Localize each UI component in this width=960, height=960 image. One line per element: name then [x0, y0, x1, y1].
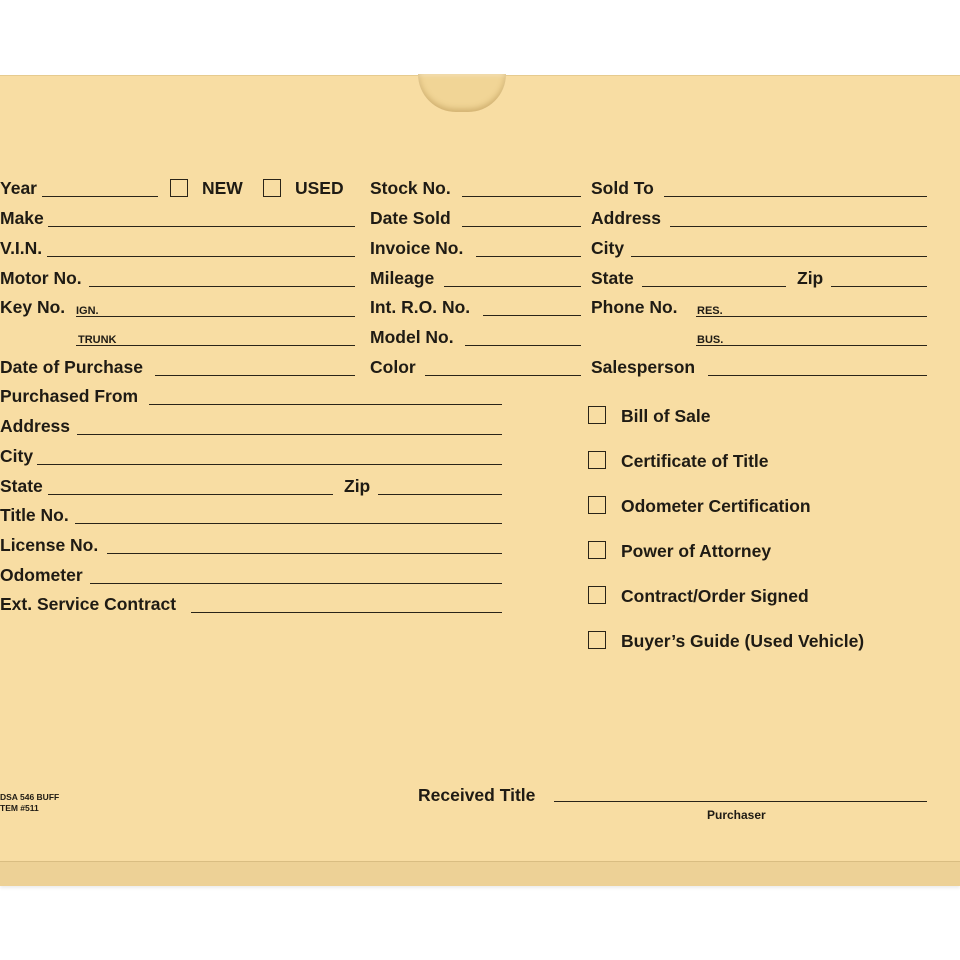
motor-no-label: Motor No. [0, 268, 82, 288]
ext-service-contract-label: Ext. Service Contract [0, 594, 177, 614]
purchaser-label: Purchaser [707, 808, 766, 822]
odometer-certification-checkbox[interactable] [588, 496, 606, 514]
model-no-label: Model No. [370, 327, 454, 347]
odometer-label: Odometer [0, 565, 83, 585]
key-trunk-label: TRUNK [78, 334, 117, 346]
bill-of-sale-label: Bill of Sale [621, 406, 711, 426]
model-no-field[interactable] [465, 345, 581, 346]
key-trunk-field[interactable] [76, 345, 355, 346]
license-no-field[interactable] [107, 553, 502, 554]
seller-city-field[interactable] [37, 464, 502, 465]
buyers-guide-checkbox[interactable] [588, 631, 606, 649]
key-no-label: Key No. [0, 297, 66, 317]
seller-zip-label: Zip [344, 476, 371, 496]
title-no-field[interactable] [75, 523, 502, 524]
mileage-field[interactable] [444, 286, 581, 287]
make-field[interactable] [48, 226, 355, 227]
buyer-address-label: Address [591, 208, 662, 228]
invoice-no-field[interactable] [476, 256, 581, 257]
buyer-address-field[interactable] [670, 226, 927, 227]
purchased-from-field[interactable] [149, 404, 502, 405]
year-field[interactable] [42, 196, 158, 197]
title-no-label: Title No. [0, 505, 69, 525]
new-checkbox[interactable] [170, 179, 188, 197]
odometer-certification-label: Odometer Certification [621, 496, 811, 516]
buyer-zip-label: Zip [797, 268, 824, 288]
mileage-label: Mileage [370, 268, 435, 288]
year-label: Year [0, 178, 37, 198]
new-label: NEW [202, 178, 243, 198]
seller-state-field[interactable] [48, 494, 333, 495]
buyers-guide-label: Buyer’s Guide (Used Vehicle) [621, 631, 865, 651]
stock-no-field[interactable] [462, 196, 581, 197]
vin-field[interactable] [47, 256, 355, 257]
date-sold-field[interactable] [462, 226, 581, 227]
seller-address-label: Address [0, 416, 71, 436]
date-sold-label: Date Sold [370, 208, 451, 228]
license-no-label: License No. [0, 535, 99, 555]
buyer-city-label: City [591, 238, 625, 258]
certificate-of-title-label: Certificate of Title [621, 451, 769, 471]
make-label: Make [0, 208, 44, 228]
seller-city-label: City [0, 446, 34, 466]
phone-res-label: RES. [697, 305, 723, 317]
buyer-city-field[interactable] [631, 256, 927, 257]
phone-bus-field[interactable] [696, 345, 927, 346]
seller-zip-field[interactable] [378, 494, 502, 495]
sold-to-label: Sold To [591, 178, 654, 198]
stock-no-label: Stock No. [370, 178, 451, 198]
contract-order-signed-checkbox[interactable] [588, 586, 606, 604]
contract-order-signed-label: Contract/Order Signed [621, 586, 809, 606]
salesperson-label: Salesperson [591, 357, 696, 377]
sold-to-field[interactable] [664, 196, 927, 197]
buyer-state-field[interactable] [642, 286, 786, 287]
key-ign-field[interactable] [76, 316, 355, 317]
buyer-state-label: State [591, 268, 634, 288]
phone-no-label: Phone No. [591, 297, 678, 317]
key-ign-label: IGN. [76, 305, 99, 317]
used-label: USED [295, 178, 344, 198]
odometer-field[interactable] [90, 583, 502, 584]
phone-bus-label: BUS. [697, 334, 724, 346]
color-field[interactable] [425, 375, 581, 376]
form-code-line-2: TEM #511 [0, 803, 39, 813]
form-code-line-1: DSA 546 BUFF [0, 792, 60, 802]
date-of-purchase-field[interactable] [155, 375, 355, 376]
used-checkbox[interactable] [263, 179, 281, 197]
int-ro-no-field[interactable] [483, 315, 581, 316]
date-of-purchase-label: Date of Purchase [0, 357, 143, 377]
certificate-of-title-checkbox[interactable] [588, 451, 606, 469]
phone-res-field[interactable] [696, 316, 927, 317]
seller-address-field[interactable] [77, 434, 502, 435]
invoice-no-label: Invoice No. [370, 238, 464, 258]
received-title-label: Received Title [418, 785, 536, 805]
purchased-from-label: Purchased From [0, 386, 139, 406]
deal-envelope [0, 75, 960, 862]
power-of-attorney-label: Power of Attorney [621, 541, 772, 561]
power-of-attorney-checkbox[interactable] [588, 541, 606, 559]
ext-service-contract-field[interactable] [191, 612, 502, 613]
seller-state-label: State [0, 476, 43, 496]
salesperson-field[interactable] [708, 375, 927, 376]
bill-of-sale-checkbox[interactable] [588, 406, 606, 424]
envelope-bottom-edge [0, 861, 960, 886]
int-ro-no-label: Int. R.O. No. [370, 297, 471, 317]
vin-label: V.I.N. [0, 238, 43, 258]
buyer-zip-field[interactable] [831, 286, 927, 287]
motor-no-field[interactable] [89, 286, 355, 287]
color-label: Color [370, 357, 416, 377]
received-title-field[interactable] [554, 801, 927, 802]
